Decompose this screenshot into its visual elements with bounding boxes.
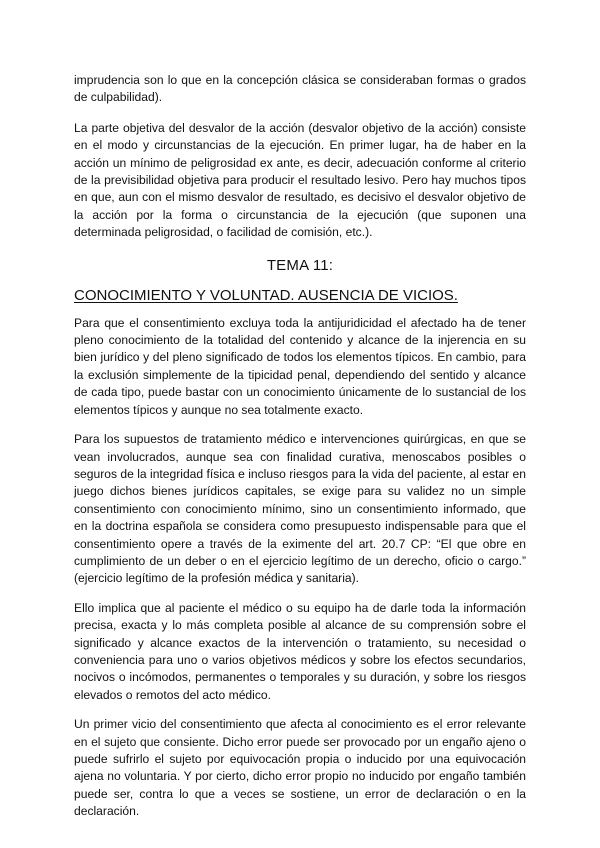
intro-paragraph: La parte objetiva del desvalor de la acción (desvalor objetivo de la acción) consiste en el modo y circunstancias de la ejecución. En primer lugar, ha de haber en la acción un mínimo de peligrosidad ex ante, es decir, adecuación conforme al criterio de la previsibilidad objetiva para producir el resultado lesivo. Pero hay muchos tipos en que, aun con el mismo desvalor de resultado, es decisivo el desvalor objetivo de la acción por la forma o circunstancia de la ejecución (que suponen una determinada peligrosidad, o facilidad de comisión, etc.). xyxy=(74,120,526,240)
intro-continuation: imprudencia son lo que en la concepción clásica se consideraban formas o grados de culpabilidad). xyxy=(74,73,526,105)
body-paragraph: Ello implica que al paciente el médico o su equipo ha de darle toda la información precisa, exacta y lo más completa posible al alcance de su comprensión sobre el significado y alcance exactos de la intervención o tratamiento, su necesidad o conveniencia para uno o varios objetivos médicos y sobre los efectos secundarios, nocivos o incómodos, permanentes o temporales y su duración, y sobre los riesgos elevados o remotos del acto médico. xyxy=(74,600,526,702)
document-page xyxy=(74,72,526,833)
body-paragraph: Para que el consentimiento excluya toda la antijuridicidad el afectado ha de tener pleno conocimiento de la totalidad del contenido y alcance de la injerencia en su bien jurídico y del pleno significado de todos los elementos típicos. En cambio, para la exclusión simplemente de la tipicidad penal, dependiendo del sentido y alcance de cada tipo, puede bastar con un conocimiento únicamente de lo sustancial de los elementos típicos y aunque no sea totalmente exacto. xyxy=(74,315,526,417)
tema-title: TEMA 11: xyxy=(266,256,334,274)
body-paragraph: Para los supuestos de tratamiento médico e intervenciones quirúrgicas, en que se vean involucrados, aunque sea con finalidad curativa, menoscabos posibles o seguros de la integridad física e incluso riesgos para la vida del paciente, al estar en juego dichos bienes jurídicos capitales, se exige para su validez no un simple consentimiento con conocimiento mínimo, sino un consentimiento informado, que en la doctrina española se considera como presupuesto indispensable para que el consentimiento opere a través de la eximente del art. 20.7 CP: “El que obre en cumplimiento de un deber o en el ejercicio legítimo de un derecho, oficio o cargo.” (ejercicio legítimo de la profesión médica y sanitaria). xyxy=(74,432,526,586)
section-title: CONOCIMIENTO Y VOLUNTAD. AUSENCIA DE VICIOS. xyxy=(74,286,458,304)
body-paragraph: Un primer vicio del consentimiento que afecta al conocimiento es el error relevante en el sujeto que consiente. Dicho error puede ser provocado por un engaño ajeno o puede sufrirlo el sujeto por equivocación propia o inducido por una equivocación ajena no voluntaria. Y por cierto, dicho error propio no inducido por engaño también puede ser, contra lo que a veces se sostiene, un error de declaración o en la declaración. xyxy=(74,717,526,819)
